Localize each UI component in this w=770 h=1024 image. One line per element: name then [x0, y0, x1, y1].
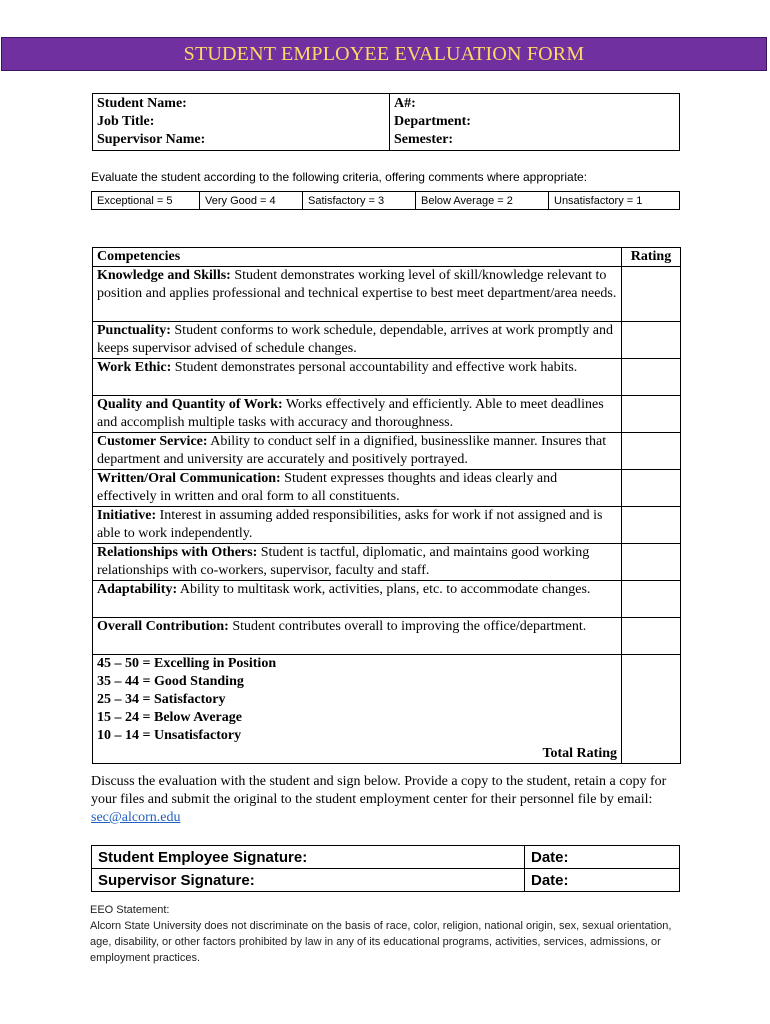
scale-exceptional: Exceptional = 5: [92, 192, 200, 210]
competency-row: [93, 433, 622, 470]
rating-input-customer-service[interactable]: [622, 433, 681, 470]
competency-description: Works effectively and efficiently. Able to meet deadlines and accomplish multiple tasks with accuracy and thoroughness.: [97, 397, 604, 430]
discussion-text: Discuss the evaluation with the student and sign below. Provide a copy to the student, retain a copy for your files and submit the original to the student employment center for their personnel file by email:: [91, 774, 667, 807]
competency-row: [93, 267, 622, 322]
score-range: 45 – 50 = Excelling in Position: [97, 656, 277, 671]
competency-row: [93, 470, 622, 507]
competency-row: [93, 359, 622, 396]
eeo-heading: EEO Statement:: [90, 904, 170, 916]
scale-very-good: Very Good = 4: [200, 192, 303, 210]
competency-row: [93, 396, 622, 433]
department-field[interactable]: Department:: [394, 114, 471, 129]
rating-scale: [91, 191, 680, 210]
score-range: 35 – 44 = Good Standing: [97, 674, 244, 689]
email-link[interactable]: sec@alcorn.edu: [91, 810, 181, 825]
student-info-table: [92, 93, 680, 151]
competency-name: Adaptability:: [97, 582, 178, 597]
semester-field[interactable]: Semester:: [394, 132, 454, 147]
eeo-statement: [90, 902, 690, 966]
rating-input-overall[interactable]: [622, 618, 681, 655]
evaluation-instructions: Evaluate the student according to the following criteria, offering comments where appropriate:: [91, 170, 588, 184]
supervisor-date-field[interactable]: Date:: [525, 869, 680, 892]
competency-description: Interest in assuming added responsibilities, asks for work if not assigned and is able to work independently.: [97, 508, 603, 541]
scale-below-average: Below Average = 2: [416, 192, 549, 210]
rating-input-quality[interactable]: [622, 396, 681, 433]
competency-name: Initiative:: [97, 508, 157, 523]
competencies-header-label: Competencies: [97, 249, 181, 264]
competency-description: Student is tactful, diplomatic, and maintains good working relationships with co-workers, supervisor, faculty and staff.: [97, 545, 590, 578]
form-title: STUDENT EMPLOYEE EVALUATION FORM: [183, 42, 585, 65]
competency-description: Student conforms to work schedule, dependable, arrives at work promptly and keeps supervisor advised of schedule changes.: [97, 323, 613, 356]
student-signature-field[interactable]: Student Employee Signature:: [92, 846, 525, 869]
job-title-field[interactable]: Job Title:: [97, 114, 155, 129]
competency-name: Work Ethic:: [97, 360, 172, 375]
competency-name: Overall Contribution:: [97, 619, 229, 634]
score-range: 15 – 24 = Below Average: [97, 710, 242, 725]
info-left-cell: [93, 94, 390, 151]
competency-row: [93, 507, 622, 544]
total-rating-label: Total Rating: [542, 746, 617, 761]
info-right-cell: [390, 94, 680, 151]
discussion-instructions: [91, 773, 681, 827]
competency-name: Quality and Quantity of Work:: [97, 397, 283, 412]
supervisor-signature-field[interactable]: Supervisor Signature:: [92, 869, 525, 892]
competencies-table: [92, 247, 681, 764]
rating-input-punctuality[interactable]: [622, 322, 681, 359]
total-rating-input[interactable]: [622, 655, 681, 764]
competency-description: Student demonstrates working level of skill/knowledge relevant to position and applies professional and technical expertise to best meet department/area needs.: [97, 268, 617, 301]
competency-name: Punctuality:: [97, 323, 171, 338]
rating-input-knowledge[interactable]: [622, 267, 681, 322]
competency-name: Knowledge and Skills:: [97, 268, 231, 283]
competency-name: Written/Oral Communication:: [97, 471, 281, 486]
competencies-header: [93, 248, 622, 267]
competency-row: [93, 581, 622, 618]
competency-description: Ability to conduct self in a dignified, businesslike manner. Insures that department and university are accurately and positively portrayed.: [97, 434, 607, 467]
score-ranges-cell: [93, 655, 622, 764]
student-name-field[interactable]: Student Name:: [97, 96, 187, 111]
signature-table: [91, 845, 680, 892]
competency-description: Student demonstrates personal accountability and effective work habits.: [171, 360, 578, 375]
competency-description: Student contributes overall to improving the office/department.: [228, 619, 587, 634]
competency-description: Student expresses thoughts and ideas clearly and effectively in written and oral form to all constituents.: [97, 471, 558, 504]
a-number-field[interactable]: A#:: [394, 96, 416, 111]
scale-unsatisfactory: Unsatisfactory = 1: [549, 192, 680, 210]
supervisor-name-field[interactable]: Supervisor Name:: [97, 132, 206, 147]
competency-row: [93, 322, 622, 359]
rating-input-relationships[interactable]: [622, 544, 681, 581]
student-date-field[interactable]: Date:: [525, 846, 680, 869]
rating-input-initiative[interactable]: [622, 507, 681, 544]
rating-input-communication[interactable]: [622, 470, 681, 507]
competency-row: [93, 618, 622, 655]
scale-satisfactory: Satisfactory = 3: [303, 192, 416, 210]
form-title-banner: [1, 37, 767, 71]
competency-name: Relationships with Others:: [97, 545, 258, 560]
rating-header: Rating: [622, 248, 681, 267]
rating-input-adaptability[interactable]: [622, 581, 681, 618]
competency-description: Ability to multitask work, activities, plans, etc. to accommodate changes.: [177, 582, 591, 597]
competency-row: [93, 544, 622, 581]
score-range: 10 – 14 = Unsatisfactory: [97, 728, 242, 743]
score-range: 25 – 34 = Satisfactory: [97, 692, 226, 707]
rating-input-work-ethic[interactable]: [622, 359, 681, 396]
eeo-text: Alcorn State University does not discriminate on the basis of race, color, religion, national origin, sex, sexual orientation, age, disability, or other factors prohibited by law in any of its educational programs, activities, services, admissions, or employment practices.: [90, 920, 672, 964]
competency-name: Customer Service:: [97, 434, 208, 449]
